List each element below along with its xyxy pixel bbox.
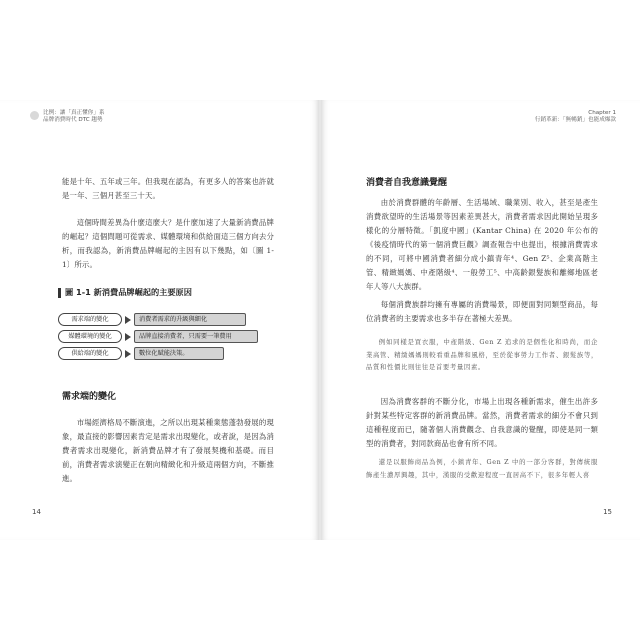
figure-desc: 數位化賦能決策。 — [134, 347, 224, 360]
figure-row-demand — [58, 313, 246, 326]
left-page — [0, 100, 319, 540]
right-paragraph-4: 因為消費客群的不斷分化，市場上出現各種新需求，催生出許多針對某些特定客群的新消費品牌。當然，消費者需求的細分不會只到這種程度而已，隨著個人消費觀念、自我意識的覺醒，即使是同一類型的消費者，對同款商品也會有所不同。 — [366, 397, 598, 448]
right-example-paragraph-2: 還是以服飾商品為例，小鎮青年、Gen Z 中的一部分客群，對傳統服飾產生濃厚興趣，其中，漢服的受歡迎程度一直居高不下，很多年輕人喜 — [366, 458, 598, 479]
arrow-right-icon — [125, 333, 131, 341]
left-header-line2: 品牌消費時代 DTC 趨勢 — [43, 117, 103, 123]
arrow-right-icon — [125, 350, 131, 358]
right-subhead: 消費者自我意識覺醒 — [366, 178, 448, 188]
left-running-header — [30, 110, 105, 124]
section-title: 需求端的變化 — [62, 392, 117, 402]
right-page — [321, 100, 640, 540]
header-circle-icon — [30, 111, 39, 120]
section-body: 市場經濟格局不斷演進，之所以出現某種業態蓬勃發展的現象，最直接的影響因素肯定是需求出現變化，或者說，是因為消費者需求出現變化，新消費品牌才有了發展契機和基礎。而目前，消費者需求演變正在朝向精緻化和升級這兩個方向，不斷推進。 — [62, 418, 274, 483]
right-example-paragraph: 例如同樣是買衣服，中產階級、Gen Z 追求的是個性化和時尚，而企業高管、精緻媽媽則較看重品牌和風格，至於從事勞力工作者、銀髮族等，品質和性價比則往往是首要考量因素。 — [366, 338, 598, 371]
arrow-right-icon — [125, 316, 131, 324]
book-spread — [0, 100, 640, 540]
figure-desc: 消費者需求的升級與細化 — [134, 313, 246, 326]
right-paragraph-2: 每個消費族群均擁有專屬的消費場景，即便面對同類型商品，每位消費者的主要需求也多半存在著極大差異。 — [366, 300, 598, 323]
figure-row-supply — [58, 347, 224, 360]
figure-label: 需求端的變化 — [58, 313, 122, 326]
right-paragraph-1: 由於消費群體的年齡層、生活場域、職業別、收入，甚至是產生消費欲望時的生活場景等因素差異甚大，消費者需求因此開始呈現多樣化的分層特徵。「凱度中國」(Kantar China) 在 2020 年公布的《後疫情時代的第一個消費巨觀》調查報告中也提出，根據消費需求的不同，可將中國消費者細分成小鎮青年⁴、Gen Z⁵、企業高階主管、精緻媽媽、中產階級⁴、一般勞工⁵、中高齡銀髮族和離鄉地區老年人等八大族群。 — [366, 198, 598, 291]
chapter-title: 行銷革新：「無暢銷」也能成爆款 — [534, 117, 616, 123]
right-running-header — [535, 110, 616, 124]
figure-row-media — [58, 330, 258, 343]
page-number-left: 14 — [32, 508, 41, 516]
figure-label: 供給端的變化 — [58, 347, 122, 360]
intro-paragraph: 能是十年、五年或三年。但我現在認為，有更多人的答案也許就是一年、三個月甚至三十天。 — [62, 177, 274, 200]
chapter-label: Chapter 1 — [588, 110, 616, 116]
figure-title: 圖 1-1 新消費品牌崛起的主要原因 — [58, 287, 192, 298]
figure-title-bar — [58, 288, 61, 298]
question-paragraph: 這個時間差異為什麼這麼大？是什麼加速了大量新消費品牌的崛起？這個問題可從需求、媒體環境和供給面這三個方向去分析，而我認為，新消費品牌崛起的主因有以下幾點，如〔圖 1-1〕所示。 — [62, 218, 274, 269]
figure-desc: 品牌直接消費者，只需要一筆費用 — [134, 330, 258, 343]
left-header-line1: 比例：讓「真正懂你」系 — [43, 110, 105, 116]
page-number-right: 15 — [603, 508, 612, 516]
figure-label: 媒體環境的變化 — [58, 330, 122, 343]
